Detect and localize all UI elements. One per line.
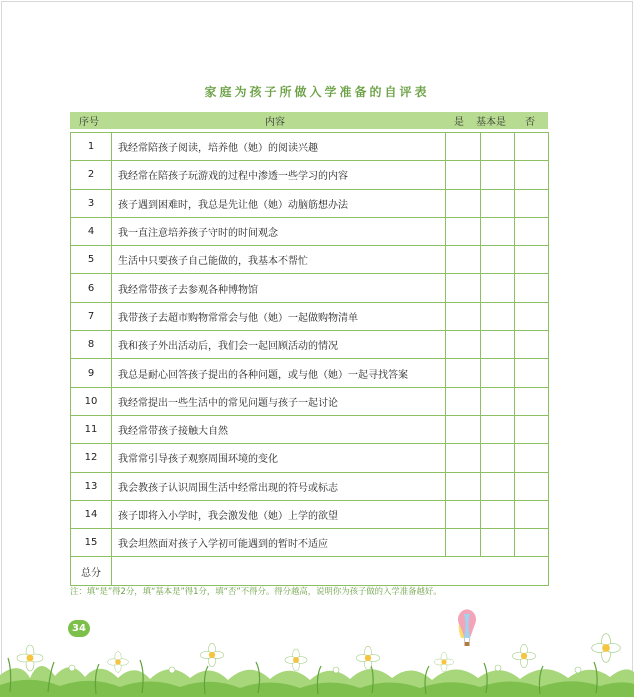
- header-mostly: 基本是: [476, 117, 506, 128]
- yes-cell[interactable]: [446, 359, 481, 387]
- header-no-answer: 否: [525, 117, 535, 128]
- no-cell[interactable]: [515, 415, 549, 443]
- no-cell[interactable]: [515, 444, 549, 472]
- table-row: [71, 359, 549, 387]
- page-title: 家庭为孩子所做入学准备的自评表: [204, 85, 430, 99]
- yes-cell[interactable]: [446, 529, 481, 557]
- mostly-cell[interactable]: [481, 331, 515, 359]
- row-number: 15: [71, 529, 112, 557]
- row-number: 6: [71, 274, 112, 302]
- row-content: 我会教孩子认识周围生活中经常出现的符号或标志: [112, 472, 446, 500]
- yes-cell[interactable]: [446, 444, 481, 472]
- row-content: 我经常提出一些生活中的常见问题与孩子一起讨论: [112, 387, 446, 415]
- row-number: 5: [71, 246, 112, 274]
- total-label: 总分: [71, 557, 112, 585]
- header-content: 内容: [265, 117, 285, 128]
- no-cell[interactable]: [515, 246, 549, 274]
- row-content: 我经常带孩子去参观各种博物馆: [112, 274, 446, 302]
- table-row: [71, 529, 549, 557]
- daisy-flowers-icon: [17, 634, 620, 673]
- row-content: 我会坦然面对孩子入学初可能遇到的暂时不适应: [112, 529, 446, 557]
- mostly-cell[interactable]: [481, 161, 515, 189]
- row-content: 孩子遇到困难时，我总是先让他（她）动脑筋想办法: [112, 189, 446, 217]
- yes-cell[interactable]: [446, 331, 481, 359]
- row-number: 8: [71, 331, 112, 359]
- table-row: [71, 189, 549, 217]
- no-cell[interactable]: [515, 387, 549, 415]
- mostly-cell[interactable]: [481, 415, 515, 443]
- mostly-cell[interactable]: [481, 500, 515, 528]
- row-number: 3: [71, 189, 112, 217]
- mostly-cell[interactable]: [481, 217, 515, 245]
- row-content: 我总是耐心回答孩子提出的各种问题，或与他（她）一起寻找答案: [112, 359, 446, 387]
- row-content: 孩子即将入小学时，我会激发他（她）上学的欲望: [112, 500, 446, 528]
- row-number: 13: [71, 472, 112, 500]
- yes-cell[interactable]: [446, 189, 481, 217]
- no-cell[interactable]: [515, 331, 549, 359]
- row-number: 9: [71, 359, 112, 387]
- total-row: [71, 557, 549, 585]
- mostly-cell[interactable]: [481, 359, 515, 387]
- mostly-cell[interactable]: [481, 472, 515, 500]
- row-content: 我常常引导孩子观察周围环境的变化: [112, 444, 446, 472]
- row-number: 7: [71, 302, 112, 330]
- no-cell[interactable]: [515, 529, 549, 557]
- no-cell[interactable]: [515, 472, 549, 500]
- row-content: 我经常陪孩子阅读，培养他（她）的阅读兴趣: [112, 133, 446, 161]
- table-row: [71, 302, 549, 330]
- row-number: 2: [71, 161, 112, 189]
- row-content: 生活中只要孩子自己能做的，我基本不帮忙: [112, 246, 446, 274]
- row-number: 11: [71, 415, 112, 443]
- mostly-cell[interactable]: [481, 302, 515, 330]
- yes-cell[interactable]: [446, 387, 481, 415]
- mostly-cell[interactable]: [481, 189, 515, 217]
- page-number: 34: [68, 620, 90, 637]
- no-cell[interactable]: [515, 161, 549, 189]
- table-row: [71, 331, 549, 359]
- table-row: [71, 415, 549, 443]
- grass-icon: [0, 658, 634, 697]
- table-row: [71, 500, 549, 528]
- no-cell[interactable]: [515, 217, 549, 245]
- table-row: [71, 444, 549, 472]
- table-row: [71, 217, 549, 245]
- table-row: [71, 246, 549, 274]
- table-row: [71, 387, 549, 415]
- yes-cell[interactable]: [446, 302, 481, 330]
- yes-cell[interactable]: [446, 500, 481, 528]
- mostly-cell[interactable]: [481, 444, 515, 472]
- no-cell[interactable]: [515, 133, 549, 161]
- mostly-cell[interactable]: [481, 529, 515, 557]
- no-cell[interactable]: [515, 500, 549, 528]
- yes-cell[interactable]: [446, 472, 481, 500]
- mostly-cell[interactable]: [481, 387, 515, 415]
- row-content: 我经常在陪孩子玩游戏的过程中渗透一些学习的内容: [112, 161, 446, 189]
- header-yes: 是: [454, 117, 464, 128]
- row-number: 1: [71, 133, 112, 161]
- yes-cell[interactable]: [446, 217, 481, 245]
- yes-cell[interactable]: [446, 133, 481, 161]
- header-no: 序号: [79, 117, 99, 128]
- row-number: 12: [71, 444, 112, 472]
- mostly-cell[interactable]: [481, 274, 515, 302]
- no-cell[interactable]: [515, 189, 549, 217]
- flower-meadow-illustration: [0, 600, 634, 697]
- table-header: [70, 112, 548, 129]
- yes-cell[interactable]: [446, 274, 481, 302]
- total-score-cell[interactable]: [112, 557, 549, 585]
- scoring-note: 注：填“是”得2分，填“基本是”得1分，填“否”不得分。得分越高，说明你为孩子做的入学准备越好。: [70, 586, 442, 596]
- mostly-cell[interactable]: [481, 133, 515, 161]
- no-cell[interactable]: [515, 274, 549, 302]
- table-row: [71, 161, 549, 189]
- mostly-cell[interactable]: [481, 246, 515, 274]
- table-row: [71, 133, 549, 161]
- row-content: 我一直注意培养孩子守时的时间观念: [112, 217, 446, 245]
- self-evaluation-table: [70, 132, 549, 586]
- hot-air-balloon-icon: [458, 609, 476, 646]
- row-number: 4: [71, 217, 112, 245]
- no-cell[interactable]: [515, 359, 549, 387]
- table-row: [71, 274, 549, 302]
- row-number: 14: [71, 500, 112, 528]
- yes-cell[interactable]: [446, 415, 481, 443]
- yes-cell[interactable]: [446, 161, 481, 189]
- table-row: [71, 472, 549, 500]
- row-number: 10: [71, 387, 112, 415]
- yes-cell[interactable]: [446, 246, 481, 274]
- no-cell[interactable]: [515, 302, 549, 330]
- row-content: 我经常带孩子接触大自然: [112, 415, 446, 443]
- row-content: 我和孩子外出活动后，我们会一起回顾活动的情况: [112, 331, 446, 359]
- row-content: 我带孩子去超市购物常常会与他（她）一起做购物清单: [112, 302, 446, 330]
